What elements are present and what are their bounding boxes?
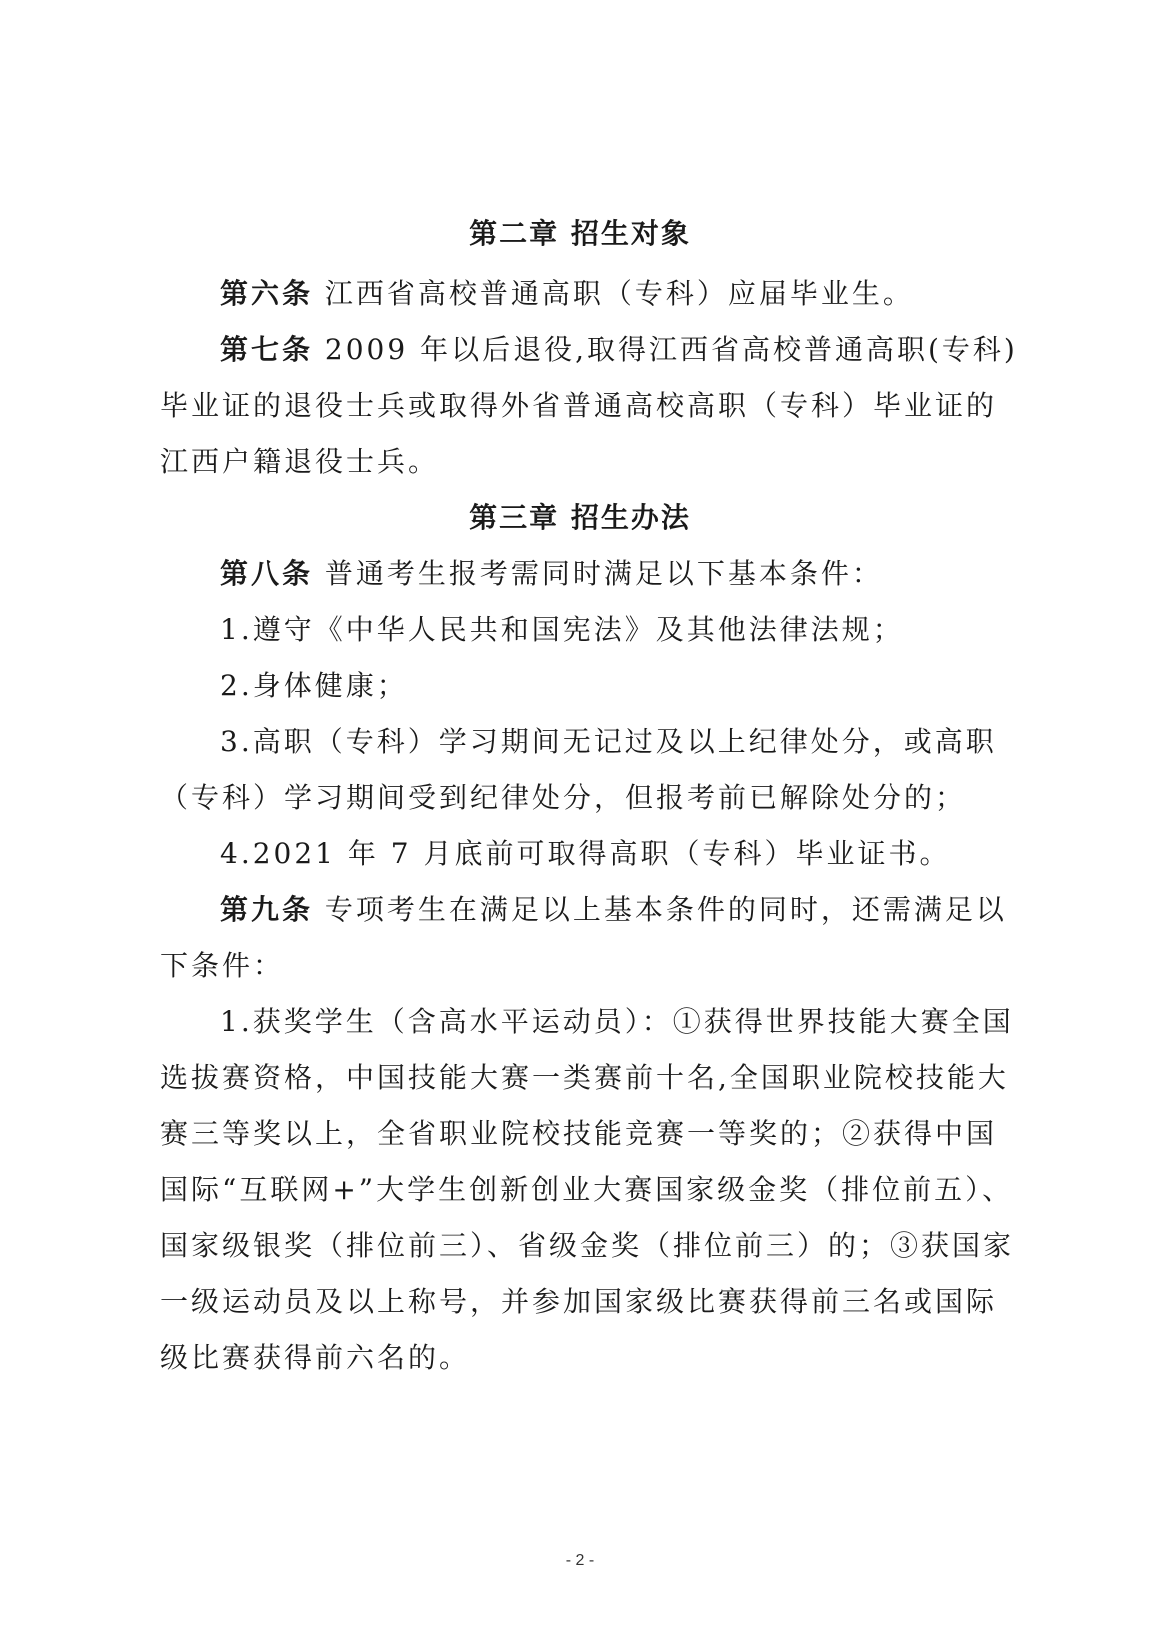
article-8-item-3-line-2: （专科）学习期间受到纪律处分，但报考前已解除处分的； (160, 781, 967, 814)
article-8-item-3-line-1: 3.高职（专科）学习期间无记过及以上纪律处分，或高职 (220, 725, 997, 758)
page-number: - 2 - (565, 1552, 595, 1569)
article-9-item-1-line-2: 选拔赛资格，中国技能大赛一类赛前十名,全国职业院校技能大 (160, 1061, 1009, 1094)
article-9-item-1-line-4: 国际“互联网+”大学生创新创业大赛国家级金奖（排位前五）、 (160, 1173, 1014, 1206)
article-9-item-1-line-7: 级比赛获得前六名的。 (160, 1341, 471, 1374)
article-8-label: 第八条 (220, 557, 314, 590)
article-9-item-1-line-1: 1.获奖学生（含高水平运动员）：①获得世界技能大赛全国 (220, 1005, 1014, 1038)
chapter-2-heading: 第二章 招生对象 (469, 217, 691, 250)
article-8-item-2: 2.身体健康； (220, 669, 408, 702)
article-6 (220, 272, 914, 312)
article-7-text-1: 2009 年以后退役,取得江西省高校普通高职(专科) (324, 333, 1018, 366)
chapter-3-heading: 第三章 招生办法 (469, 501, 691, 534)
article-8-item-1: 1.遵守《中华人民共和国宪法》及其他法律法规； (220, 613, 904, 646)
article-9-item-1-line-6: 一级运动员及以上称号，并参加国家级比赛获得前三名或国际 (160, 1285, 998, 1318)
article-8 (220, 552, 883, 592)
article-7-line-2: 毕业证的退役士兵或取得外省普通高校高职（专科）毕业证的 (160, 389, 998, 422)
article-9-text-1: 专项考生在满足以上基本条件的同时，还需满足以 (324, 893, 1007, 926)
article-9-label: 第九条 (220, 893, 314, 926)
article-6-text: 江西省高校普通高职（专科）应届毕业生。 (324, 277, 914, 310)
article-9-item-1-line-5: 国家级银奖（排位前三）、省级金奖（排位前三）的；③获国家 (160, 1229, 1015, 1262)
article-7-line-3: 江西户籍退役士兵。 (160, 445, 440, 478)
article-7-line-1 (220, 328, 1018, 368)
article-9-line-1 (220, 888, 1007, 928)
article-7-label: 第七条 (220, 333, 314, 366)
article-6-label: 第六条 (220, 277, 314, 310)
article-9-item-1-line-3: 赛三等奖以上，全省职业院校技能竞赛一等奖的；②获得中国 (160, 1117, 998, 1150)
article-9-line-2: 下条件： (160, 949, 285, 982)
article-8-text: 普通考生报考需同时满足以下基本条件： (324, 557, 883, 590)
article-8-item-4: 4.2021 年 7 月底前可取得高职（专科）毕业证书。 (220, 837, 951, 870)
